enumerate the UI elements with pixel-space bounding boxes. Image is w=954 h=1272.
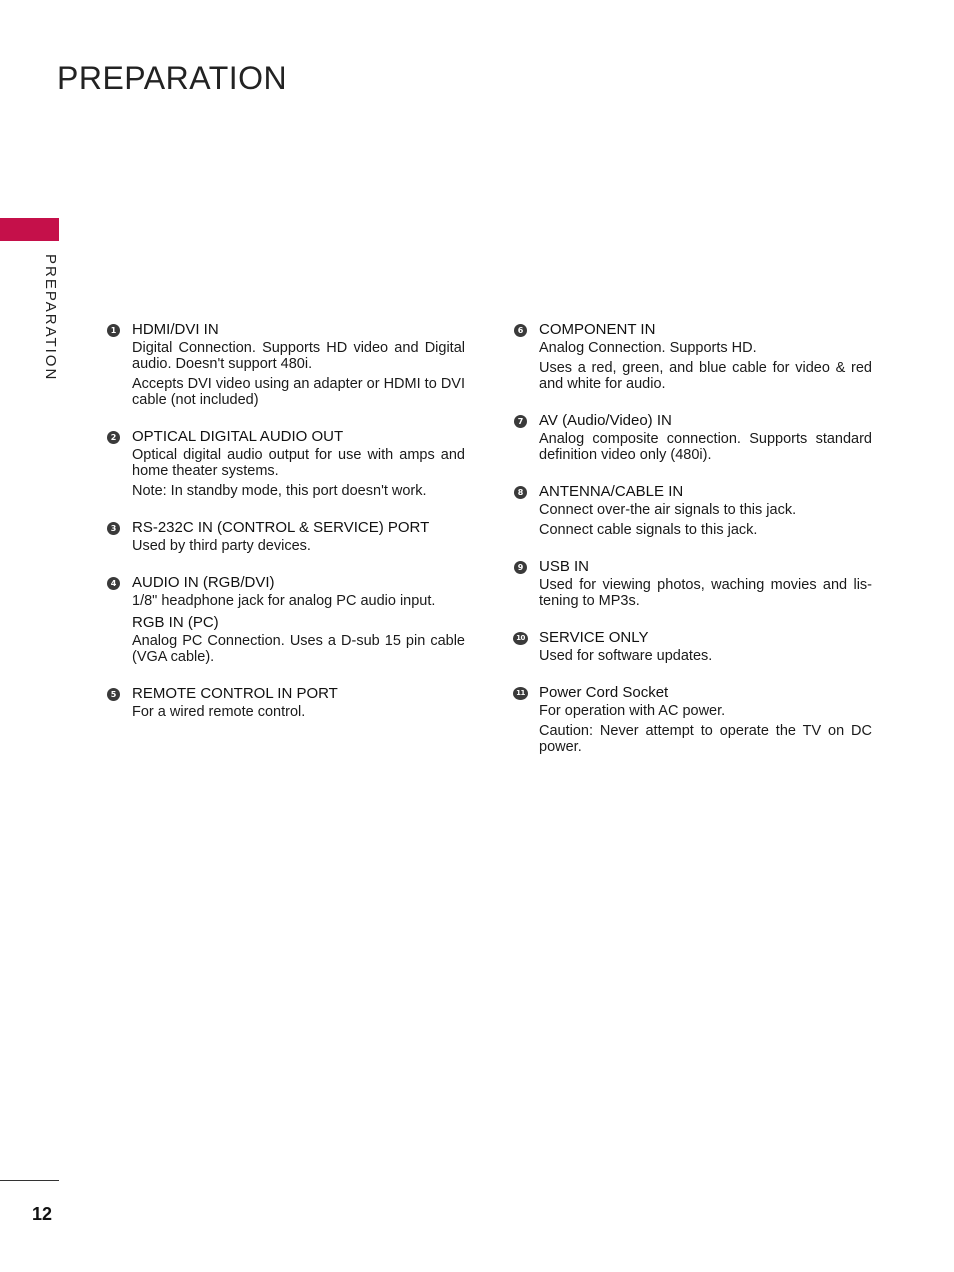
connector-item [105,518,465,554]
section-tab-marker [0,218,59,241]
item-heading: AUDIO IN (RGB/DVI) [132,574,275,591]
item-number-badge: 8 [514,486,527,499]
connector-item [512,557,872,609]
item-description: Digital Connection. Supports HD video and Digital audio. Doesn't support 480i. [132,340,465,372]
item-sub-heading: RGB IN (PC) [132,614,219,631]
connector-item [512,320,872,392]
item-number-badge: 6 [514,324,527,337]
item-heading: SERVICE ONLY [539,629,649,646]
connector-item [105,427,465,499]
item-number-badge: 3 [107,522,120,535]
item-number-badge: 5 [107,688,120,701]
item-heading: AV (Audio/Video) IN [539,412,672,429]
connector-item [512,482,872,538]
item-heading: RS-232C IN (CONTROL & SERVICE) PORT [132,519,430,536]
item-heading: Power Cord Socket [539,684,669,701]
item-description: Uses a red, green, and blue cable for video & red and white for audio. [539,360,872,392]
item-description: For operation with AC power. [539,703,726,719]
item-sub-description: Analog PC Connection. Uses a D-sub 15 pin cable (VGA cable). [132,633,465,665]
item-description: Analog composite connection. Supports standard definition video only (480i). [539,431,872,463]
item-number-badge: 10 [513,632,528,645]
item-description: Caution: Never attempt to operate the TV on DC power. [539,723,872,755]
item-description: Accepts DVI video using an adapter or HDMI to DVI cable (not included) [132,376,465,408]
item-heading: REMOTE CONTROL IN PORT [132,685,338,702]
item-description: For a wired remote control. [132,704,306,720]
item-description: Used for viewing photos, waching movies and lis-tening to MP3s. [539,577,872,609]
item-description: Note: In standby mode, this port doesn't work. [132,483,427,499]
item-number-badge: 7 [514,415,527,428]
item-heading: OPTICAL DIGITAL AUDIO OUT [132,428,344,445]
item-heading: USB IN [539,558,590,575]
connector-item [512,683,872,755]
section-side-label: PREPARATION [42,254,59,382]
item-number-badge: 2 [107,431,120,444]
item-heading: ANTENNA/CABLE IN [539,483,684,500]
connector-item [512,411,872,463]
item-description: Analog Connection. Supports HD. [539,340,757,356]
item-description: Used for software updates. [539,648,713,664]
item-heading: COMPONENT IN [539,321,656,338]
left-column [105,320,465,739]
page-number: 12 [32,1204,53,1224]
item-description: Used by third party devices. [132,538,311,554]
connector-item [105,320,465,408]
item-description: Connect over-the air signals to this jack. [539,502,797,518]
connector-item [105,573,465,665]
connector-item [105,684,465,720]
connector-item [512,628,872,664]
item-description: Optical digital audio output for use with amps and home theater systems. [132,447,465,479]
page-title: PREPARATION [57,60,288,96]
item-description: 1/8" headphone jack for analog PC audio input. [132,593,436,609]
item-number-badge: 11 [513,687,528,700]
footer-rule [0,1180,59,1181]
item-heading: HDMI/DVI IN [132,321,219,338]
right-column [512,320,872,774]
item-number-badge: 1 [107,324,120,337]
item-number-badge: 9 [514,561,527,574]
item-description: Connect cable signals to this jack. [539,522,758,538]
item-number-badge: 4 [107,577,120,590]
